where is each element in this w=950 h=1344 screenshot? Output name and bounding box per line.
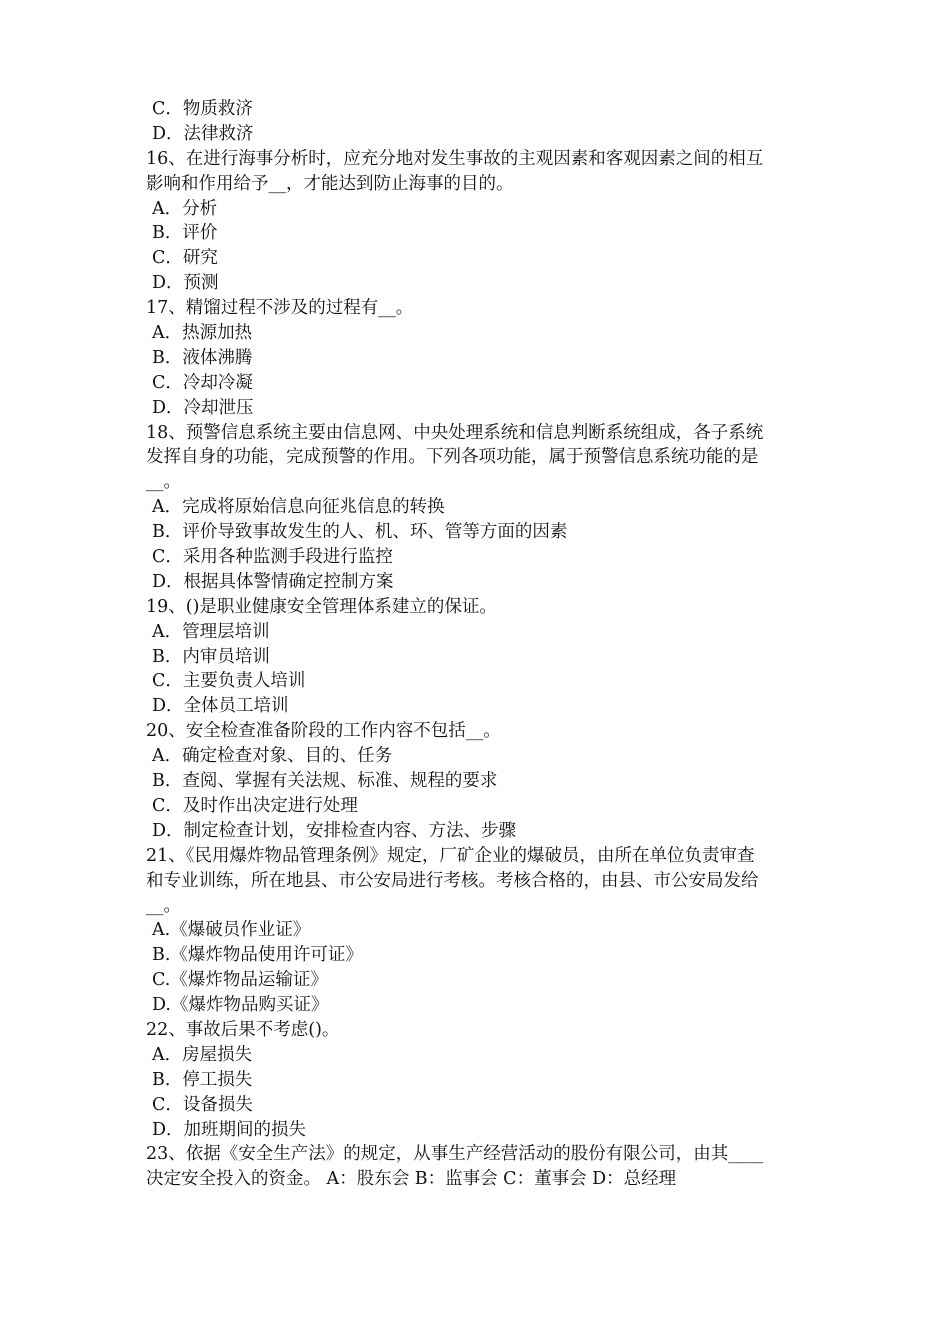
question-block [146, 1142, 814, 1192]
question-block [146, 844, 814, 1018]
question-stem-line: 17、精馏过程不涉及的过程有__。 [146, 298, 414, 319]
question-stem-line: 21、《民用爆炸物品管理条例》规定，厂矿企业的爆破员，由所在单位负责审查 [146, 845, 755, 866]
question-stem-line: 发挥自身的功能，完成预警的作用。下列各项功能，属于预警信息系统功能的是 [146, 447, 759, 468]
question-block [146, 719, 814, 843]
question-block [146, 421, 814, 595]
question-stem-line: 决定安全投入的资金。 A：股东会 B：监事会 C：董事会 D：总经理 [146, 1169, 677, 1190]
option-line: C．研究 [152, 248, 218, 269]
option-line: C．冷却冷凝 [152, 372, 253, 393]
question-block [146, 1018, 814, 1142]
option-line: B．评价导致事故发生的人、机、环、管等方面的因素 [152, 522, 568, 543]
option-line: B．内审员培训 [152, 646, 270, 667]
option-line: B．查阅、掌握有关法规、标准、规程的要求 [152, 771, 498, 792]
option-line: C.《爆炸物品运输证》 [152, 970, 328, 991]
option-line: D．根据具体警情确定控制方案 [152, 571, 394, 592]
option-line: A．确定检查对象、目的、任务 [152, 746, 393, 767]
option-line: A.《爆破员作业证》 [152, 920, 311, 941]
question-stem-line: 影响和作用给予__，才能达到防止海事的目的。 [146, 173, 514, 194]
option-line: C．及时作出决定进行处理 [152, 795, 358, 816]
question-stem-line: 和专业训练，所在地县、市公安局进行考核。考核合格的，由县、市公安局发给 [146, 870, 759, 891]
option-line: D．法律救济 [152, 123, 254, 144]
option-line: C．采用各种监测手段进行监控 [152, 547, 393, 568]
question-stem-line: __。 [146, 472, 181, 493]
question-block [146, 595, 814, 719]
option-line: B.《爆炸物品使用许可证》 [152, 945, 363, 966]
question-block [146, 147, 814, 296]
option-line: C．物质救济 [152, 99, 253, 119]
exam-content [146, 97, 814, 1192]
option-line: B．停工损失 [152, 1069, 253, 1090]
option-line: A．完成将原始信息向征兆信息的转换 [152, 497, 445, 518]
option-line: D．全体员工培训 [152, 696, 289, 717]
option-line: C．主要负责人培训 [152, 671, 306, 692]
option-line: D．冷却泄压 [152, 397, 254, 418]
question-stem-line: 16、在进行海事分析时，应充分地对发生事故的主观因素和客观因素之间的相互 [146, 148, 764, 169]
question-stem-line: 19、()是职业健康安全管理体系建立的保证。 [146, 596, 497, 617]
option-line: D.《爆炸物品购买证》 [152, 995, 329, 1016]
question-stem-line: 22、事故后果不考虑()。 [146, 1019, 340, 1040]
question-block [146, 296, 814, 420]
option-line: B．液体沸腾 [152, 347, 253, 368]
question-stem-line: 23、依据《安全生产法》的规定，从事生产经营活动的股份有限公司，由其____ [146, 1144, 764, 1165]
option-line: D．加班期间的损失 [152, 1119, 307, 1140]
option-line: D．预测 [152, 273, 219, 294]
option-line: A．热源加热 [152, 323, 253, 344]
option-line: A．房屋损失 [152, 1044, 253, 1065]
question-stem-line: 20、安全检查准备阶段的工作内容不包括__。 [146, 721, 501, 742]
question-stem-line: 18、预警信息系统主要由信息网、中央处理系统和信息判断系统组成，各子系统 [146, 422, 764, 443]
option-line: C．设备损失 [152, 1094, 253, 1115]
option-line: D．制定检查计划，安排检查内容、方法、步骤 [152, 820, 517, 841]
option-line: A．管理层培训 [152, 621, 270, 642]
option-line: A．分析 [152, 198, 218, 219]
question-stem-line: __。 [146, 895, 181, 916]
option-line: B．评价 [152, 223, 218, 244]
